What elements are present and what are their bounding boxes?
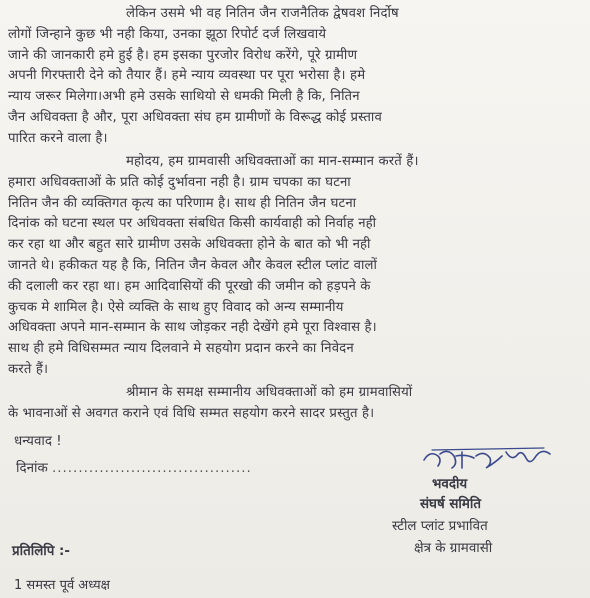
text-line: जानते थे। हकीकत यह है कि, नितिन जैन केवल और केवल स्टील प्लांट वालों — [8, 257, 378, 273]
date-field — [16, 458, 252, 476]
copy-label: प्रतिलिपि :- — [12, 544, 70, 559]
text-line: महोदय, हम ग्रामवासी अधिवक्ताओं का मान-सम्मान करतें हैं। — [126, 154, 419, 169]
handwritten-signature — [418, 442, 558, 474]
text-line: के भावनाओं से अवगत कराने एवं विधि सम्मत सहयोग करने सादर प्रस्तुत है। — [8, 405, 375, 421]
text-line: श्रीमान के समक्ष सम्मानीय अधिवक्ताओं को हम ग्रामवासियों — [126, 385, 413, 400]
text-line: की दलाली कर रहा था। हम आदिवासियों की पूरखो की जमीन को हड़पने के — [8, 278, 371, 294]
copy-item: 1 समस्त पूर्व अध्यक्ष — [14, 578, 110, 593]
text-line: कर रहा था और बहुत सारे ग्रामीण उसके अधिवक्ता होने के बात को भी नही — [8, 237, 371, 253]
text-line: कुचक मे शामिल है। ऐसे व्यक्ति के साथ हुए विवाद को अन्य सम्मानीय — [8, 299, 344, 315]
paragraph-2 — [8, 152, 580, 381]
date-blank: ...................................... — [52, 461, 252, 476]
text-line: जैन अधिवक्ता है और, पूरा अधिवक्ता संघ हम ग्रामीणों के विरूद्ध कोई प्रस्ताव — [8, 109, 382, 125]
text-line: करते हैं। — [8, 361, 49, 377]
paragraph-1 — [8, 4, 580, 150]
paragraph-3 — [8, 383, 580, 425]
text-line: न्याय जरूर मिलेगा।अभी हमे उसके साथियो से धमकी मिली है कि, नितिन — [8, 89, 360, 105]
date-label: दिनांक — [16, 461, 48, 476]
signature-line-1: भवदीय — [432, 477, 468, 492]
text-line: अधिवक्ता अपने मान-सम्मान के साथ जोड़कर नही देखेंगे हमे पूरा विश्वास है। — [8, 320, 377, 336]
thanks-text: धन्यवाद ! — [14, 434, 62, 449]
signature-line-2: संघर्ष समिति — [420, 497, 481, 512]
text-line: दिनांक को घटना स्थल पर अधिवक्ता संबधित किसी कार्यवाही को निर्वाह नही — [8, 216, 377, 232]
text-line: हमारा अधिवक्ताओं के प्रति कोई दुर्भावना नही है। ग्राम चपका का घटना — [8, 174, 351, 190]
text-line: साथ ही हमे विधिसम्मत न्याय दिलवाने मे सहयोग प्रदान करने का निवेदन — [8, 341, 354, 357]
text-line: अपनी गिरफ्तारी देने को तैयार हैं। हमे न्याय व्यवस्था पर पूरा भरोसा है। हमे — [8, 68, 366, 84]
signature-line-4: क्षेत्र के ग्रामवासी — [414, 541, 493, 556]
text-line: पारित करने वाला है। — [8, 130, 108, 146]
text-line: लेकिन उसमे भी वह नितिन जैन राजनैतिक द्वेषवश निर्दोष — [126, 6, 399, 21]
signature-line-3: स्टील प्लांट प्रभावित — [392, 519, 488, 534]
text-line: जाने की जानकारी हमे हुई है। हम इसका पुरजोर विरोध करेंगे, पूरे ग्रामीण — [8, 47, 358, 63]
text-line: नितिन जैन की व्यक्तिगत कृत्य का परिणाम है। साथ ही नितिन जैन घटना — [8, 195, 357, 211]
text-line: लोगों जिन्हाने कुछ भी नही किया, उनका झूठा रिपोर्ट दर्ज लिखवाये — [8, 26, 327, 42]
